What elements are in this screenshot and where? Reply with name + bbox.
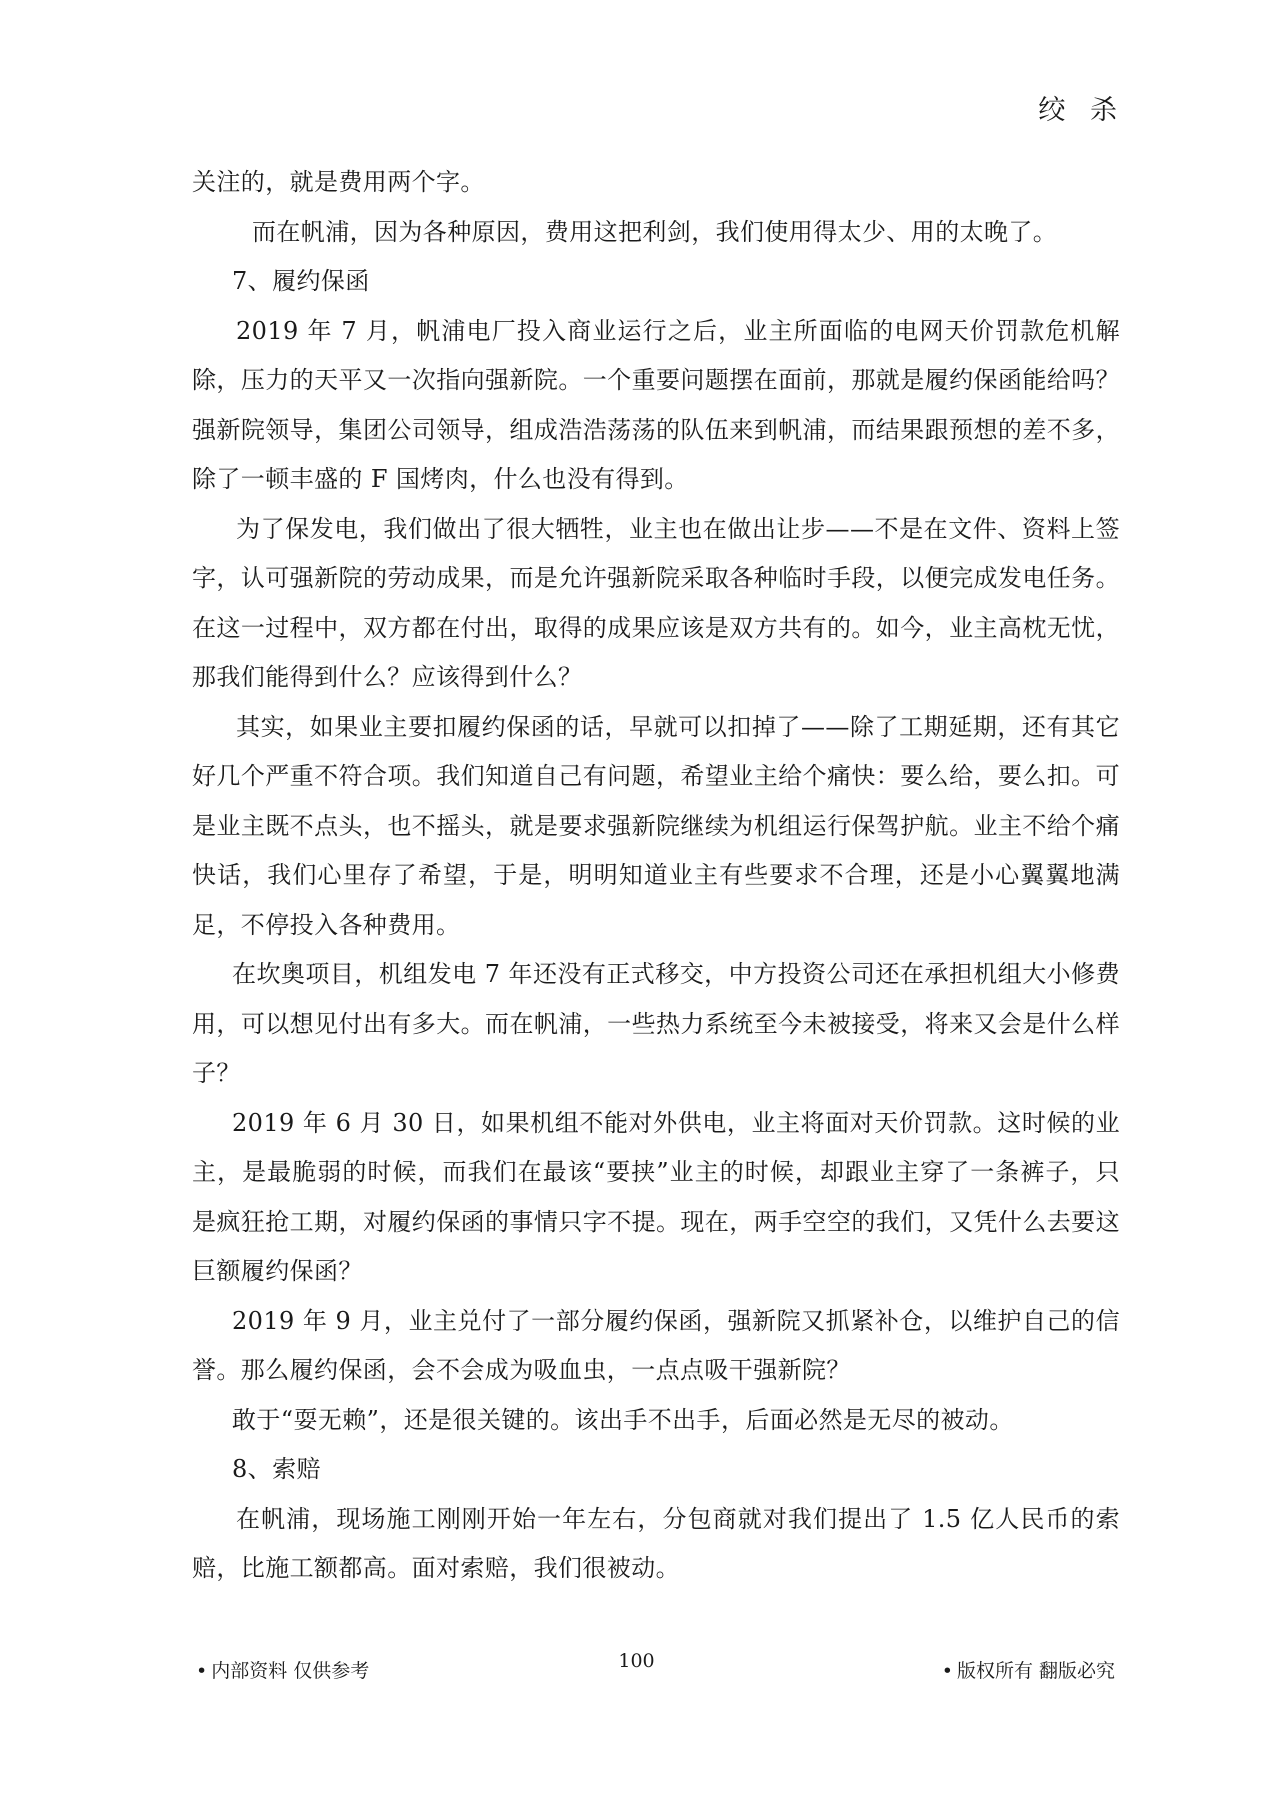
- footer-right-text: 版权所有 翻版必究: [956, 1660, 1115, 1682]
- paragraph: 敢于“耍无赖”，还是很关键的。该出手不出手，后面必然是无尽的被动。: [232, 1405, 1014, 1434]
- page-number: 100: [618, 1650, 655, 1672]
- paragraph: 2019 年 7 月，帆浦电厂投入商业运行之后，业主所面临的电网天价罚款危机解除，压力的天平又一次指向强新院。一个重要问题摆在面前，那就是履约保函能给吗？强新院领导，集团公司领导，组成浩浩荡荡的队伍来到帆浦，而结果跟预想的差不多，除了一顿丰盛的 F 国烤肉，什么也没有得到。: [192, 316, 1120, 493]
- bullet-icon: •: [196, 1660, 208, 1682]
- paragraph: 2019 年 6 月 30 日，如果机组不能对外供电，业主将面对天价罚款。这时候的业主，是最脆弱的时候，而我们在最该“要挟”业主的时候，却跟业主穿了一条裤子，只是疯狂抢工期，对履约保函的事情只字不提。现在，两手空空的我们，又凭什么去要这巨额履约保函？: [192, 1108, 1120, 1285]
- paragraph: 关注的，就是费用两个字。: [192, 168, 485, 196]
- section-heading: 7、履约保函: [232, 267, 370, 295]
- paragraph: 2019 年 9 月，业主兑付了一部分履约保函，强新院又抓紧补仓，以维护自己的信誉。那么履约保函，会不会成为吸血虫，一点点吸干强新院？: [192, 1306, 1120, 1384]
- section-heading: 8、索赔: [232, 1455, 321, 1483]
- paragraph: 而在帆浦，因为各种原因，费用这把利剑，我们使用得太少、用的太晚了。: [252, 217, 1058, 246]
- bullet-icon: •: [941, 1660, 953, 1682]
- paragraph: 为了保发电，我们做出了很大牺牲，业主也在做出让步——不是在文件、资料上签字，认可强新院的劳动成果，而是允许强新院采取各种临时手段，以便完成发电任务。在这一过程中，双方都在付出，取得的成果应该是双方共有的。如今，业主高枕无忧，那我们能得到什么？应该得到什么？: [192, 514, 1120, 691]
- paragraph: 在坎奥项目，机组发电 7 年还没有正式移交，中方投资公司还在承担机组大小修费用，可以想见付出有多大。而在帆浦，一些热力系统至今未被接受，将来又会是什么样子？: [192, 960, 1120, 1087]
- footer-right-note: [942, 1656, 1115, 1683]
- footer-left-text: 内部资料 仅供参考: [211, 1660, 370, 1682]
- paragraph: 在帆浦，现场施工刚刚开始一年左右，分包商就对我们提出了 1.5 亿人民币的索赔，比施工额都高。面对索赔，我们很被动。: [192, 1504, 1120, 1582]
- body-text: [192, 158, 1120, 1594]
- page-header-title: 绞 杀: [1038, 95, 1125, 126]
- paragraph: 其实，如果业主要扣履约保函的话，早就可以扣掉了——除了工期延期，还有其它好几个严重不符合项。我们知道自己有问题，希望业主给个痛快：要么给，要么扣。可是业主既不点头，也不摇头，就是要求强新院继续为机组运行保驾护航。业主不给个痛快话，我们心里存了希望，于是，明明知道业主有些要求不合理，还是小心翼翼地满足，不停投入各种费用。: [192, 712, 1120, 939]
